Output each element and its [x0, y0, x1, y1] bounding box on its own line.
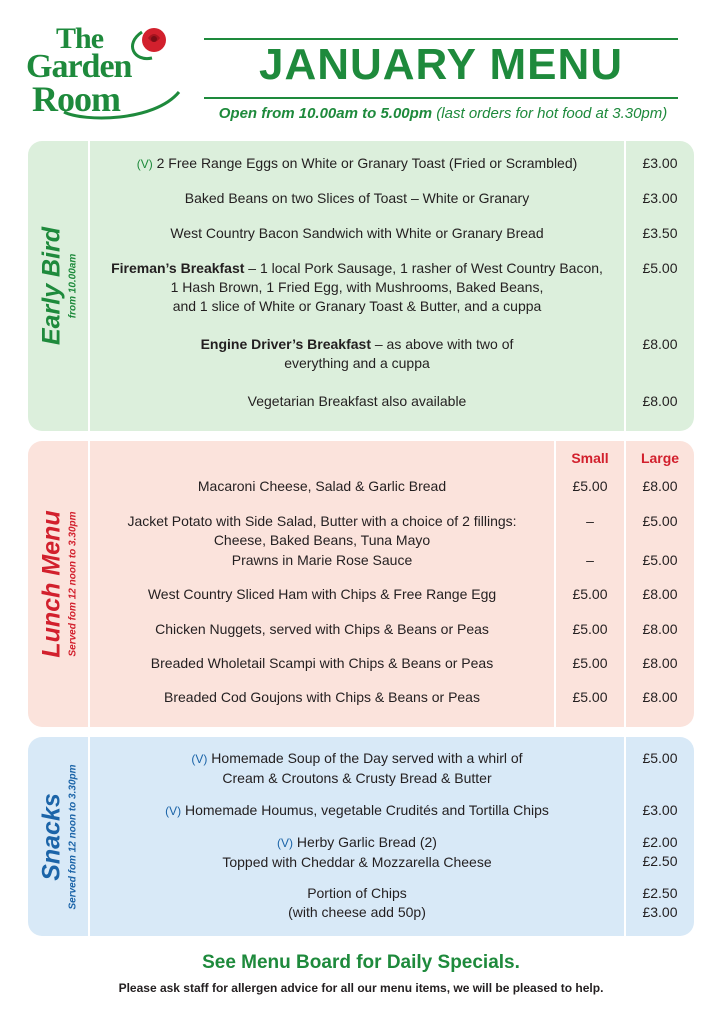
- opening-hours: [196, 105, 690, 122]
- menu-item: [90, 884, 624, 922]
- menu-item-price-small: –: [586, 513, 594, 529]
- menu-item-line: Portion of Chips: [307, 885, 407, 901]
- menu-item-price-large: £8.00: [642, 586, 678, 602]
- menu-item-price-large: £8.00: [642, 478, 678, 494]
- menu-item-price-small: £5.00: [572, 586, 608, 602]
- menu-item-line: [90, 749, 624, 769]
- menu-item-price: £5.00: [642, 750, 678, 766]
- menu-item-text: 2 Free Range Eggs on White or Granary Toast (Fried or Scrambled): [152, 155, 578, 171]
- page-title: JANUARY MENU: [258, 40, 624, 89]
- logo-text-garden: Garden: [26, 48, 132, 85]
- menu-item-line: (with cheese add 50p): [288, 904, 426, 920]
- menu-item-line: 1 Hash Brown, 1 Fried Egg, with Mushrooms, Baked Beans,: [170, 279, 544, 295]
- early-bird-title: Early Bird: [37, 226, 66, 346]
- early-bird-label: [38, 227, 79, 345]
- menu-item-price: £8.00: [642, 336, 678, 352]
- menu-item-price-large: £8.00: [642, 655, 678, 671]
- logo: [24, 22, 186, 126]
- menu-item-price-line: £3.00: [642, 904, 678, 920]
- vegetarian-tag: (V): [165, 804, 182, 818]
- menu-item-text: – as above with two of: [370, 336, 514, 352]
- menu-item-line: Cream & Croutons & Crusty Bread & Butter: [222, 770, 492, 786]
- snacks-title: Snacks: [37, 792, 66, 881]
- menu-item-price: £3.50: [642, 225, 678, 241]
- logo-text-the: The: [56, 22, 104, 55]
- menu-item-price: £5.00: [642, 260, 678, 276]
- menu-item-price: £3.00: [642, 190, 678, 206]
- column-header-large: Large: [640, 450, 680, 466]
- menu-item-price-large: £8.00: [642, 621, 678, 637]
- menu-item-price: £3.00: [642, 802, 678, 818]
- menu-item: [90, 801, 624, 821]
- menu-item: Chicken Nuggets, served with Chips & Beans or Peas: [155, 621, 489, 637]
- menu-item-line: [90, 259, 624, 278]
- menu-item-price: £8.00: [642, 393, 678, 409]
- menu-item: Baked Beans on two Slices of Toast – White or Granary: [184, 190, 530, 206]
- opening-hours-main: Open from 10.00am to 5.00pm: [218, 105, 433, 122]
- menu-item: Macaroni Cheese, Salad & Garlic Bread: [197, 478, 447, 494]
- menu-item-price-line: £2.50: [642, 885, 678, 901]
- menu-item-price: [626, 884, 694, 922]
- menu-item-price-small: £5.00: [572, 655, 608, 671]
- menu-item: West Country Bacon Sandwich with White or Granary Bread: [170, 225, 544, 241]
- menu-item-line: and 1 slice of White or Granary Toast & Butter, and a cuppa: [172, 298, 542, 314]
- lunch-menu-title: Lunch Menu: [37, 510, 66, 658]
- menu-item-price-line: £2.50: [642, 853, 678, 869]
- menu-item: Vegetarian Breakfast also available: [247, 393, 467, 409]
- snacks-label: [38, 764, 79, 909]
- menu-item-price-line: £2.00: [642, 834, 678, 850]
- menu-item-text: Homemade Soup of the Day served with a whirl of: [207, 750, 523, 766]
- lunch-menu-label: [38, 510, 79, 657]
- menu-item-price-small: £5.00: [572, 621, 608, 637]
- menu-item: Breaded Cod Goujons with Chips & Beans or Peas: [164, 689, 480, 705]
- menu-item-price-large: £5.00: [642, 552, 678, 568]
- vegetarian-tag: (V): [136, 157, 153, 171]
- menu-item: [90, 833, 624, 872]
- menu-item-line: Cheese, Baked Beans, Tuna Mayo: [213, 532, 431, 548]
- menu-item-name: Engine Driver’s Breakfast: [200, 336, 371, 352]
- menu-item-price-small: £5.00: [572, 478, 608, 494]
- snacks-section: [28, 737, 694, 936]
- menu-item-name: Fireman’s Breakfast: [111, 260, 245, 276]
- menu-item-line: Jacket Potato with Side Salad, Butter with a choice of 2 fillings:: [127, 513, 517, 529]
- early-bird-subtitle: from 10.00am: [67, 253, 79, 319]
- vegetarian-tag: (V): [277, 836, 294, 850]
- logo-text-room: Room: [32, 79, 120, 119]
- menu-item-text: Homemade Houmus, vegetable Crudités and Tortilla Chips: [181, 802, 549, 818]
- early-bird-section: [28, 141, 694, 431]
- menu-item-text: – 1 local Pork Sausage, 1 rasher of West Country Bacon,: [244, 260, 603, 276]
- menu-item-line: everything and a cuppa: [284, 355, 430, 371]
- menu-item-price-large: £5.00: [642, 513, 678, 529]
- menu-item-price: [626, 833, 694, 871]
- menu-item-price: £3.00: [642, 155, 678, 171]
- menu-item: West Country Sliced Ham with Chips & Free Range Egg: [147, 586, 497, 602]
- menu-item: [90, 749, 624, 788]
- menu-item: Breaded Wholetail Scampi with Chips & Beans or Peas: [150, 655, 494, 671]
- menu-item-price-small: –: [586, 552, 594, 568]
- column-header-small: Small: [571, 450, 609, 466]
- menu-item-line: [90, 335, 624, 354]
- specials-notice: See Menu Board for Daily Specials.: [202, 952, 520, 973]
- menu-item: Prawns in Marie Rose Sauce: [231, 552, 413, 568]
- menu-item-text: Herby Garlic Bread (2): [293, 834, 437, 850]
- menu-item-line: Topped with Cheddar & Mozzarella Cheese: [222, 854, 492, 870]
- title-bottom-rule: [204, 97, 678, 99]
- menu-item: [90, 512, 554, 550]
- menu-item-engine-drivers-breakfast: [90, 335, 624, 373]
- menu-item-firemans-breakfast: [90, 259, 624, 316]
- lunch-menu-section: [28, 441, 694, 727]
- opening-hours-note: (last orders for hot food at 3.30pm): [432, 105, 668, 122]
- allergen-notice: Please ask staff for allergen advice for all our menu items, we will be pleased to help.: [118, 981, 604, 995]
- menu-item: [90, 154, 624, 174]
- menu-item-line: [90, 833, 624, 853]
- menu-item-price-large: £8.00: [642, 689, 678, 705]
- lunch-menu-subtitle: Served fom 12 noon to 3.30pm: [67, 511, 79, 657]
- menu-item-price-small: £5.00: [572, 689, 608, 705]
- vegetarian-tag: (V): [191, 752, 208, 766]
- rose-icon: [138, 24, 170, 56]
- snacks-subtitle: Served fom 12 noon to 3.30pm: [67, 763, 79, 910]
- price-column-divider: [624, 141, 626, 431]
